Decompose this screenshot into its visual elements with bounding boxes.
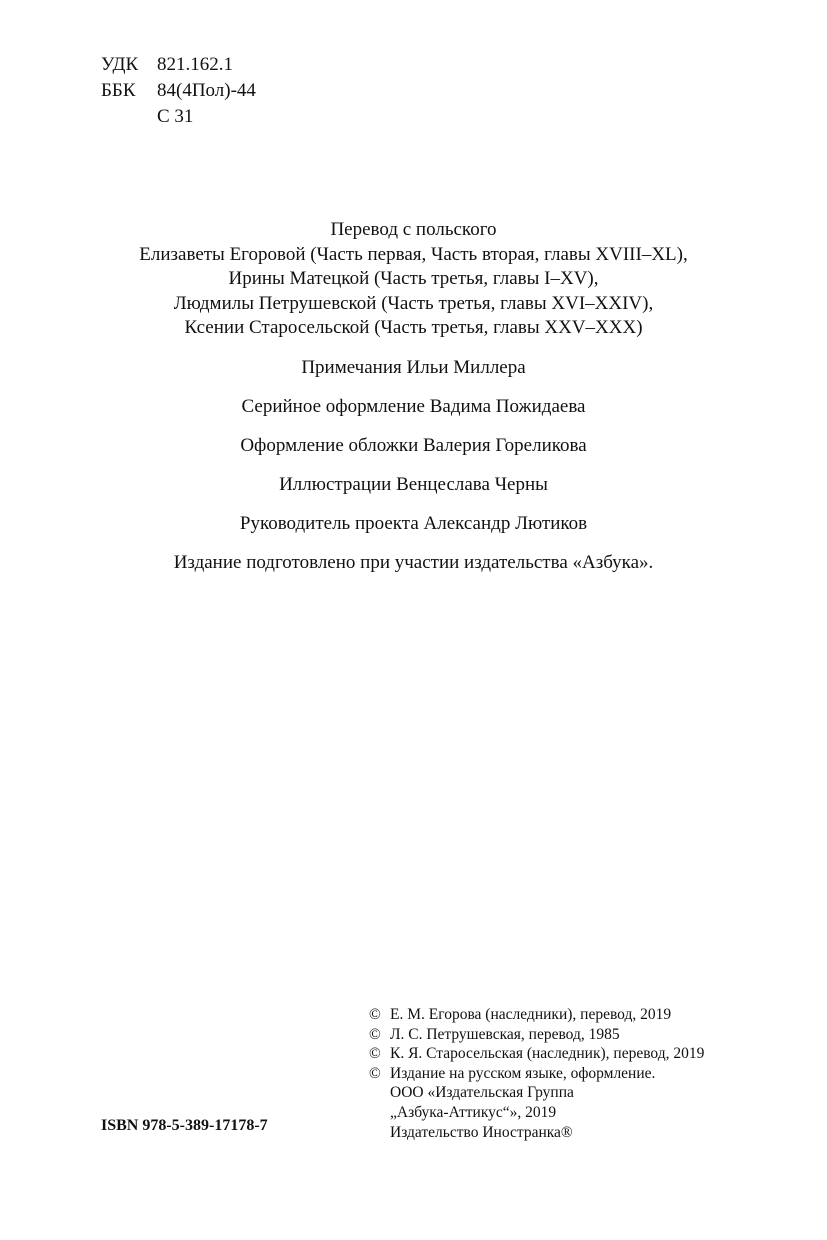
author-mark: С 31 (157, 106, 194, 127)
cover-design-credit: Оформление обложки Валерия Гореликова (240, 434, 587, 456)
translator-line: Людмилы Петрушевской (Часть третья, главы XVI–XXIV), (173, 292, 654, 314)
copyright-line: © Е. М. Егорова (наследники), перевод, 2019 (369, 1006, 672, 1023)
credits-block (60, 218, 767, 575)
copyright-icon: © (369, 1045, 381, 1063)
translation-heading: Перевод с польского (330, 219, 497, 240)
notes-credit: Примечания Ильи Миллера (301, 356, 526, 378)
classification-block (101, 52, 256, 130)
copyright-line: © Издание на русском языке, оформление. (369, 1064, 656, 1082)
translator-line: Елизаветы Егоровой (Часть первая, Часть вторая, главы XVIII–XL), (139, 243, 688, 265)
copyright-icon: © (369, 1025, 381, 1043)
copyright-icon: © (369, 1006, 381, 1023)
bbk-row (101, 78, 256, 104)
copyright-line: © К. Я. Старосельская (наследник), перевод, 2019 (369, 1045, 705, 1063)
udk-row (101, 52, 256, 78)
series-design-credit: Серийное оформление Вадима Пожидаева (241, 395, 586, 417)
translator-line: Ксении Старосельской (Часть третья, главы XXV–XXX) (184, 317, 643, 339)
copyright-icon: © (369, 1064, 381, 1082)
bbk-value: 84(4Пол)-44 (157, 80, 256, 101)
copyright-continuation: ООО «Издательская Группа (390, 1084, 574, 1102)
translation-block (60, 218, 767, 341)
bbk-label: ББК (101, 80, 136, 101)
udk-value: 821.162.1 (157, 54, 233, 75)
author-mark-row (101, 104, 256, 130)
copyright-continuation: Издательство Иностранка® (390, 1123, 573, 1141)
project-manager-credit: Руководитель проекта Александр Лютиков (239, 512, 588, 534)
udk-label: УДК (101, 54, 139, 75)
translator-line: Ирины Матецкой (Часть третья, главы I–XV), (228, 268, 599, 290)
isbn: ISBN 978-5-389-17178-7 (101, 1117, 268, 1134)
illustrations-credit: Иллюстрации Венцеслава Черны (279, 473, 548, 495)
publisher-note: Издание подготовлено при участии издательства «Азбука». (173, 551, 654, 573)
copyright-line: © Л. С. Петрушевская, перевод, 1985 (369, 1025, 620, 1043)
copyright-continuation: „Азбука-Аттикус“», 2019 (390, 1103, 557, 1121)
copyright-block (369, 1005, 704, 1142)
